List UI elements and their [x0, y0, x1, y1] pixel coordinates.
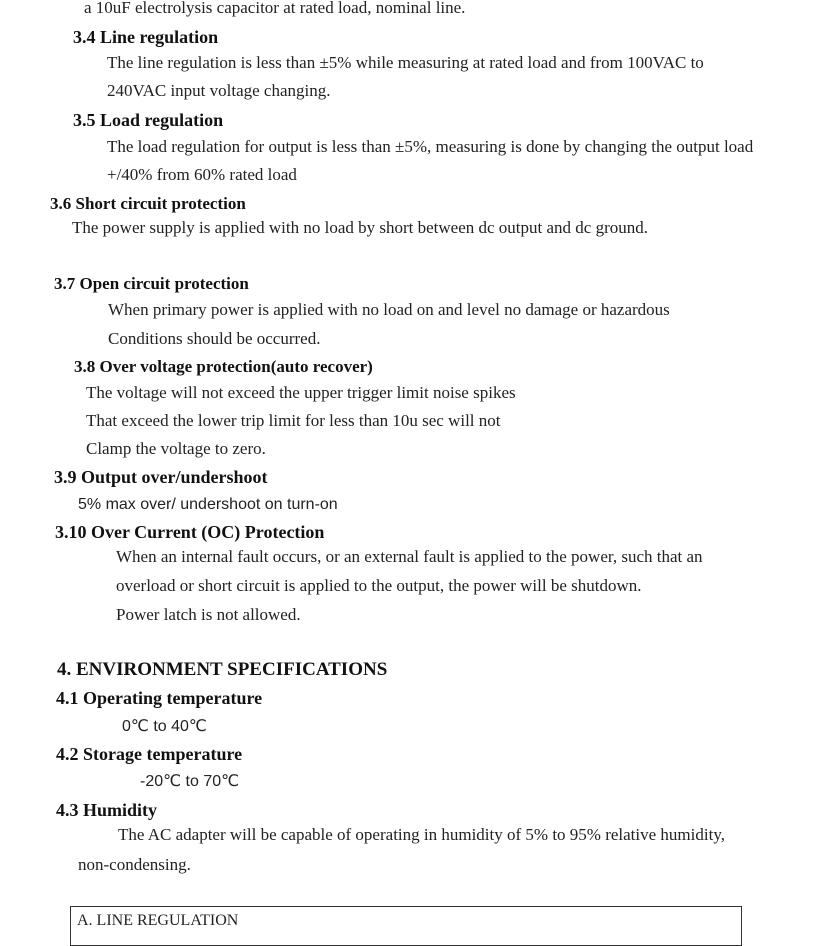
section-heading-4-3: 4.3 Humidity: [56, 800, 158, 820]
section-heading-3-9: 3.9 Output over/undershoot: [54, 467, 268, 487]
section-heading-4-2: 4.2 Storage temperature: [56, 744, 243, 764]
paragraph-line: non-condensing.: [78, 855, 191, 874]
line-regulation-box: [70, 906, 742, 946]
section-heading-3-8: 3.8 Over voltage protection(auto recover): [74, 357, 373, 376]
paragraph-line: overload or short circuit is applied to the output, the power will be shutdown.: [116, 576, 642, 595]
section-heading-4-1: 4.1 Operating temperature: [56, 688, 263, 708]
box-title: A. LINE REGULATION: [77, 912, 239, 929]
paragraph-line: 5% max over/ undershoot on turn-on: [78, 496, 338, 513]
paragraph-line: The line regulation is less than ±5% while measuring at rated load and from 100VAC to: [107, 53, 704, 72]
paragraph-line: That exceed the lower trip limit for less than 10u sec will not: [86, 411, 501, 430]
section-heading-3-4: 3.4 Line regulation: [73, 27, 219, 47]
paragraph-line: When an internal fault occurs, or an external fault is applied to the power, such that an: [116, 547, 703, 566]
section-heading-4: 4. ENVIRONMENT SPECIFICATIONS: [57, 659, 388, 680]
section-heading-3-6: 3.6 Short circuit protection: [50, 194, 246, 213]
paragraph-line: The AC adapter will be capable of operating in humidity of 5% to 95% relative humidity,: [118, 825, 725, 844]
temperature-range: -20℃ to 70℃: [140, 773, 240, 790]
paragraph-line: Conditions should be occurred.: [108, 329, 321, 348]
section-heading-3-10: 3.10 Over Current (OC) Protection: [55, 522, 325, 542]
paragraph-line: Clamp the voltage to zero.: [86, 439, 266, 458]
paragraph-line: The power supply is applied with no load by short between dc output and dc ground.: [72, 218, 648, 237]
paragraph-line: a 10uF electrolysis capacitor at rated load, nominal line.: [84, 0, 466, 17]
paragraph-line: Power latch is not allowed.: [116, 605, 301, 624]
paragraph-line: The load regulation for output is less than ±5%, measuring is done by changing the output load: [107, 137, 754, 156]
temperature-range: 0℃ to 40℃: [122, 718, 207, 735]
paragraph-line: 240VAC input voltage changing.: [107, 81, 331, 100]
paragraph-line: +/40% from 60% rated load: [107, 165, 297, 184]
section-heading-3-5: 3.5 Load regulation: [73, 110, 224, 130]
section-heading-3-7: 3.7 Open circuit protection: [54, 274, 249, 293]
paragraph-line: The voltage will not exceed the upper trigger limit noise spikes: [86, 383, 516, 402]
paragraph-line: When primary power is applied with no load on and level no damage or hazardous: [108, 300, 670, 319]
